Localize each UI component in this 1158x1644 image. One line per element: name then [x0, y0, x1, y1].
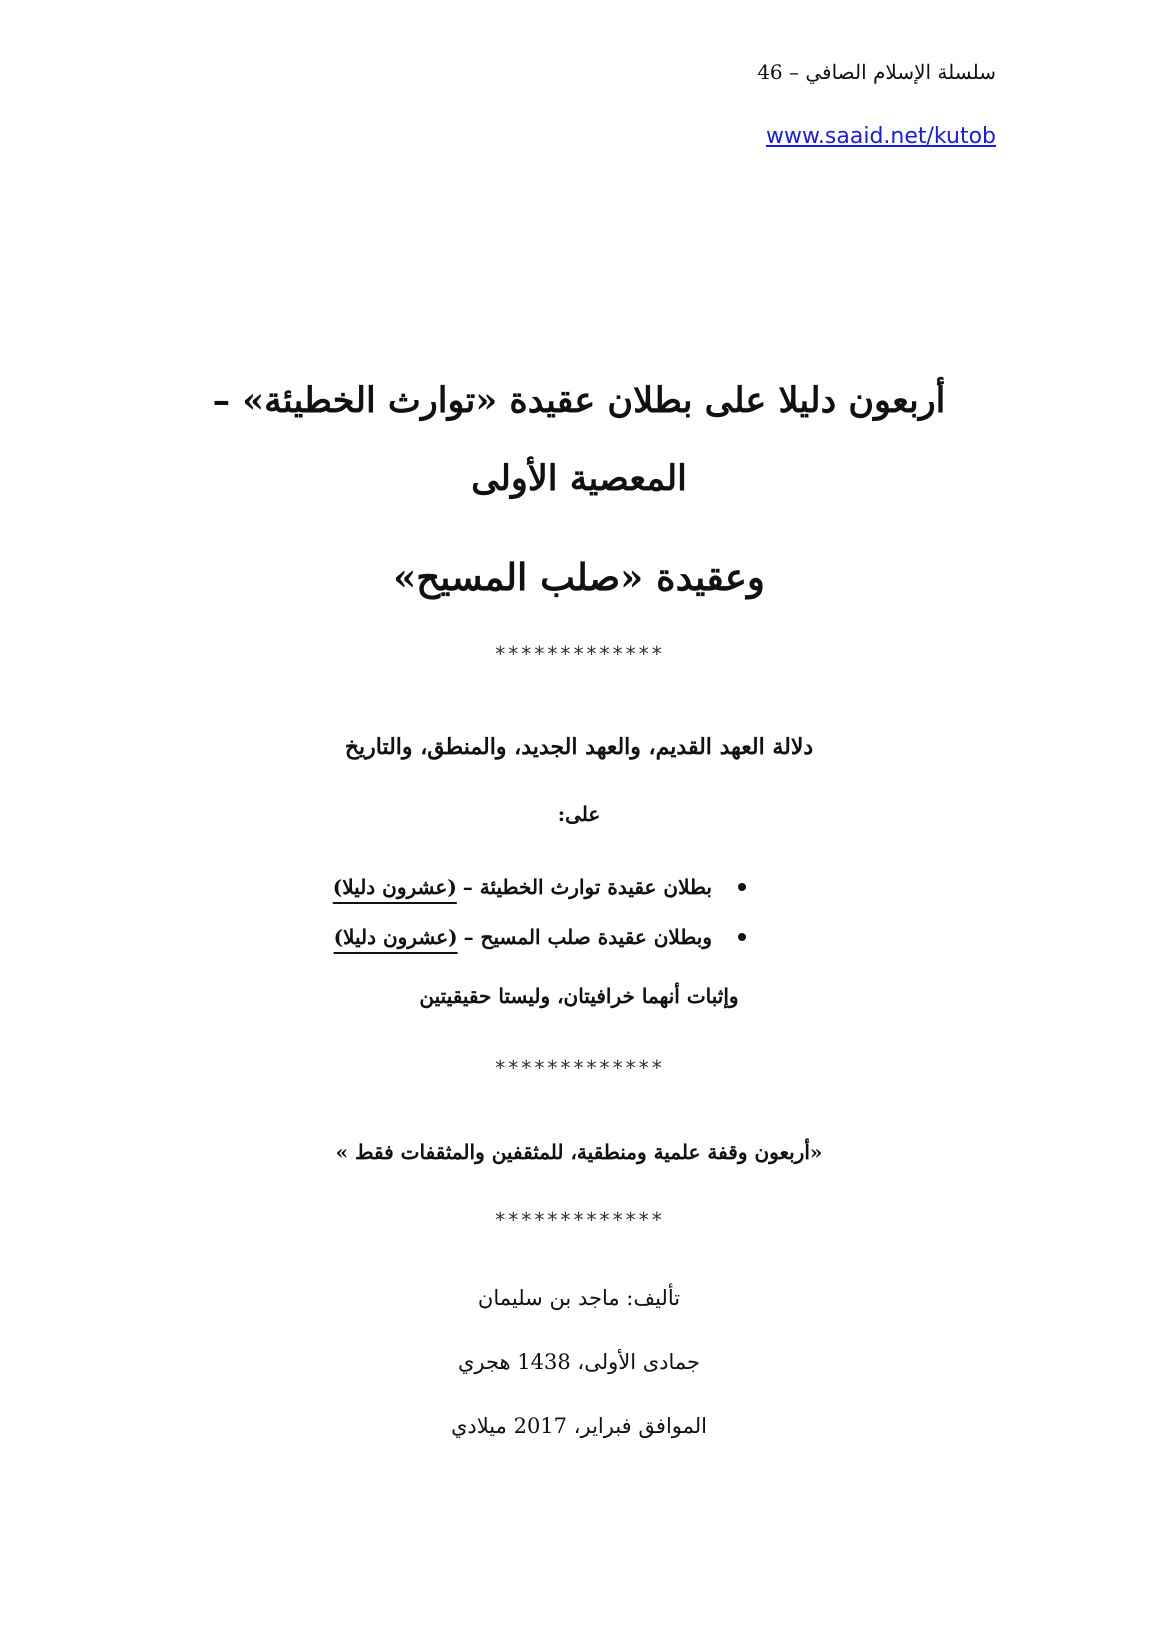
subject-line: دلالة العهد القديم، والعهد الجديد، والمنطق، والتاريخ [344, 734, 814, 760]
list-item [333, 862, 746, 912]
book-subtitle: وعقيدة «صلب المسيح» [393, 555, 765, 599]
claim-text: وبطلان عقيدة صلب المسيح – [463, 925, 712, 949]
website-link[interactable]: www.saaid.net/kutob [765, 124, 996, 149]
separator-1: ************* [494, 642, 664, 666]
on-label: على: [557, 802, 601, 826]
separator-2: ************* [494, 1056, 664, 1080]
claim-tag: (عشرون دليلا) [332, 875, 457, 899]
conclusion-line: وإثبات أنهما خرافيتان، وليستا حقيقيتين [419, 984, 739, 1008]
claim-text: بطلان عقيدة توارث الخطيئة – [462, 875, 712, 899]
separator-3: ************* [494, 1208, 664, 1232]
list-item [333, 912, 746, 962]
book-title: أربعون دليلا على بطلان عقيدة «توارث الخطيئة» – المعصية الأولى [212, 380, 946, 499]
bullet-icon [738, 883, 746, 891]
bullet-icon [738, 933, 746, 941]
audience-line: «أربعون وقفة علمية ومنطقية، للمثقفين والمثقفات فقط » [335, 1140, 823, 1164]
claim-tag: (عشرون دليلا) [333, 925, 458, 949]
author-line: تأليف: ماجد بن سليمان [477, 1286, 681, 1310]
gregorian-date: الموافق فبراير، 2017 ميلادي [450, 1414, 707, 1438]
hijri-date: جمادى الأولى، 1438 هجري [457, 1350, 701, 1374]
claims-list [333, 862, 746, 962]
series-label: سلسلة الإسلام الصافي – 46 [757, 60, 996, 84]
